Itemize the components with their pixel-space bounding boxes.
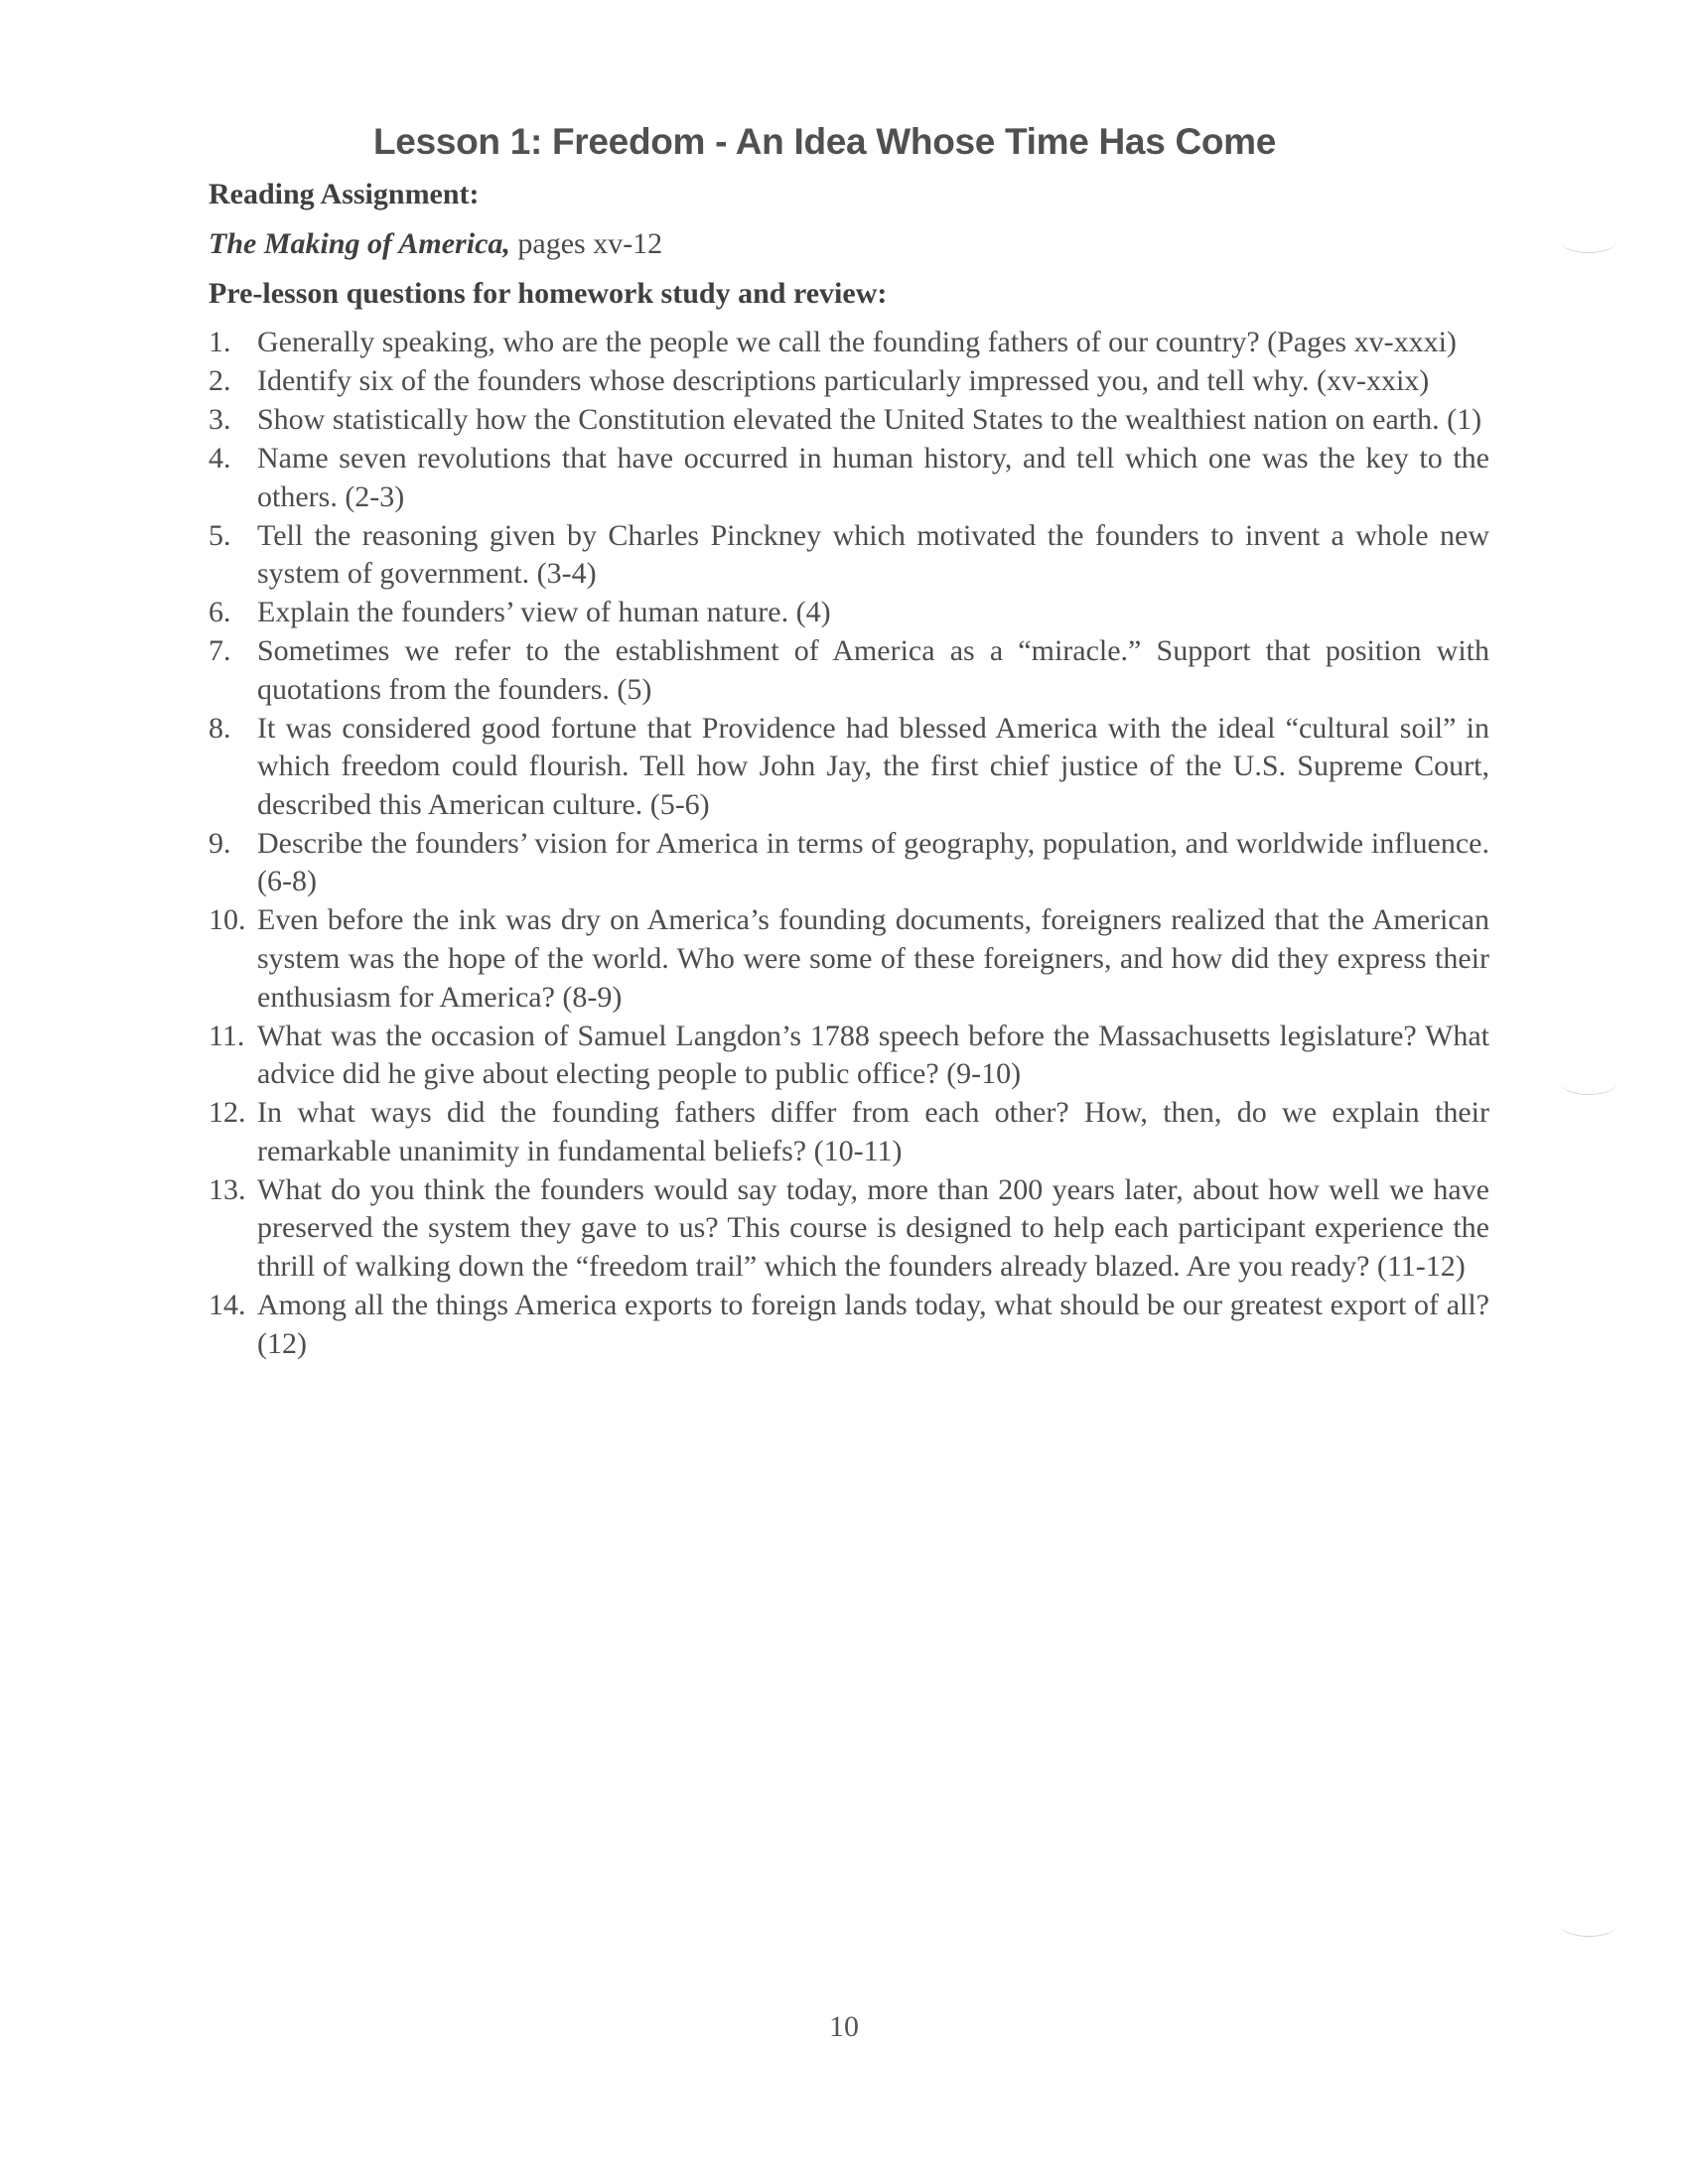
- question-item: [209, 1018, 1489, 1094]
- question-item: [209, 825, 1489, 901]
- punch-hole-mark: [1561, 1914, 1617, 1937]
- question-item: [209, 1287, 1489, 1363]
- question-text: Show statistically how the Constitution elevated the United States to the wealthiest nation on earth. (1): [257, 402, 1482, 436]
- punch-hole-mark: [1561, 230, 1617, 253]
- question-number: 10.: [209, 903, 246, 937]
- question-item: [209, 362, 1489, 401]
- question-number: 11.: [209, 1019, 245, 1052]
- question-item: [209, 517, 1489, 594]
- question-list: [209, 324, 1489, 1363]
- question-text: In what ways did the founding fathers differ from each other? How, then, do we explain their remarkable unanimity in fundamental beliefs? (10-11): [257, 1096, 1489, 1167]
- question-text: What do you think the founders would say today, more than 200 years later, about how well we have preserved the system they gave to us? This course is designed to help each participant experience the thrill of walking down the “freedom trail” which the founders already blazed. Are you ready? (11-12): [257, 1172, 1489, 1283]
- lesson-title: Lesson 1: Freedom - An Idea Whose Time Has Come: [373, 121, 1277, 162]
- question-number: 7.: [209, 634, 231, 668]
- question-number: 8.: [209, 711, 231, 745]
- lesson-content: [209, 175, 1489, 1364]
- question-text: Among all the things America exports to foreign lands today, what should be our greatest export of all? (12): [257, 1288, 1489, 1360]
- question-text: It was considered good fortune that Providence had blessed America with the ideal “cultural soil” in which freedom could flourish. Tell how John Jay, the first chief justice of the U.S. Supreme Court, described this American culture. (5-6): [257, 711, 1489, 821]
- question-text: Identify six of the founders whose descriptions particularly impressed you, and tell why. (xv-xxix): [257, 363, 1430, 397]
- question-number: 6.: [209, 596, 231, 629]
- question-text: Explain the founders’ view of human nature. (4): [257, 596, 831, 629]
- question-item: [209, 440, 1489, 516]
- question-number: 4.: [209, 441, 231, 475]
- question-number: 1.: [209, 326, 231, 358]
- question-item: [209, 632, 1489, 709]
- question-text: Generally speaking, who are the people we call the founding fathers of our country? (Pages xv-xxxi): [257, 326, 1457, 358]
- question-item: [209, 594, 1489, 632]
- question-text: Tell the reasoning given by Charles Pinckney which motivated the founders to invent a whole new system of government. (3-4): [257, 518, 1489, 591]
- question-item: [209, 324, 1489, 362]
- reading-assignment: [209, 224, 1489, 264]
- question-number: 2.: [209, 363, 231, 397]
- question-item: [209, 710, 1489, 825]
- question-text: What was the occasion of Samuel Langdon’s 1788 speech before the Massachusetts legislature? What advice did he give about electing people to public office? (9-10): [257, 1019, 1489, 1091]
- reading-assignment-heading: Reading Assignment:: [209, 178, 480, 210]
- question-number: 12.: [209, 1096, 246, 1130]
- question-text: Sometimes we refer to the establishment of America as a “miracle.” Support that position with quotations from the founders. (5): [257, 634, 1489, 706]
- question-number: 3.: [209, 402, 231, 436]
- question-item: [209, 401, 1489, 440]
- question-number: 5.: [209, 518, 231, 552]
- question-number: 13.: [209, 1172, 246, 1206]
- page-number: 10: [829, 2010, 859, 2043]
- question-text: Even before the ink was dry on America’s founding documents, foreigners realized that the American system was the hope of the world. Who were some of these foreigners, and how did they express their enthusiasm for America? (8-9): [257, 903, 1489, 1014]
- question-item: [209, 1171, 1489, 1287]
- question-item: [209, 1094, 1489, 1170]
- reading-pages: pages xv-12: [509, 227, 663, 260]
- question-number: 14.: [209, 1288, 246, 1321]
- punch-hole-mark: [1561, 1072, 1617, 1095]
- question-number: 9.: [209, 826, 231, 860]
- book-title: The Making of America,: [209, 227, 510, 260]
- question-text: Describe the founders’ vision for America in terms of geography, population, and worldwide influence. (6-8): [257, 826, 1489, 898]
- questions-heading: Pre-lesson questions for homework study and review:: [209, 277, 888, 310]
- question-item: [209, 901, 1489, 1017]
- question-text: Name seven revolutions that have occurred in human history, and tell which one was the key to the others. (2-3): [257, 441, 1489, 513]
